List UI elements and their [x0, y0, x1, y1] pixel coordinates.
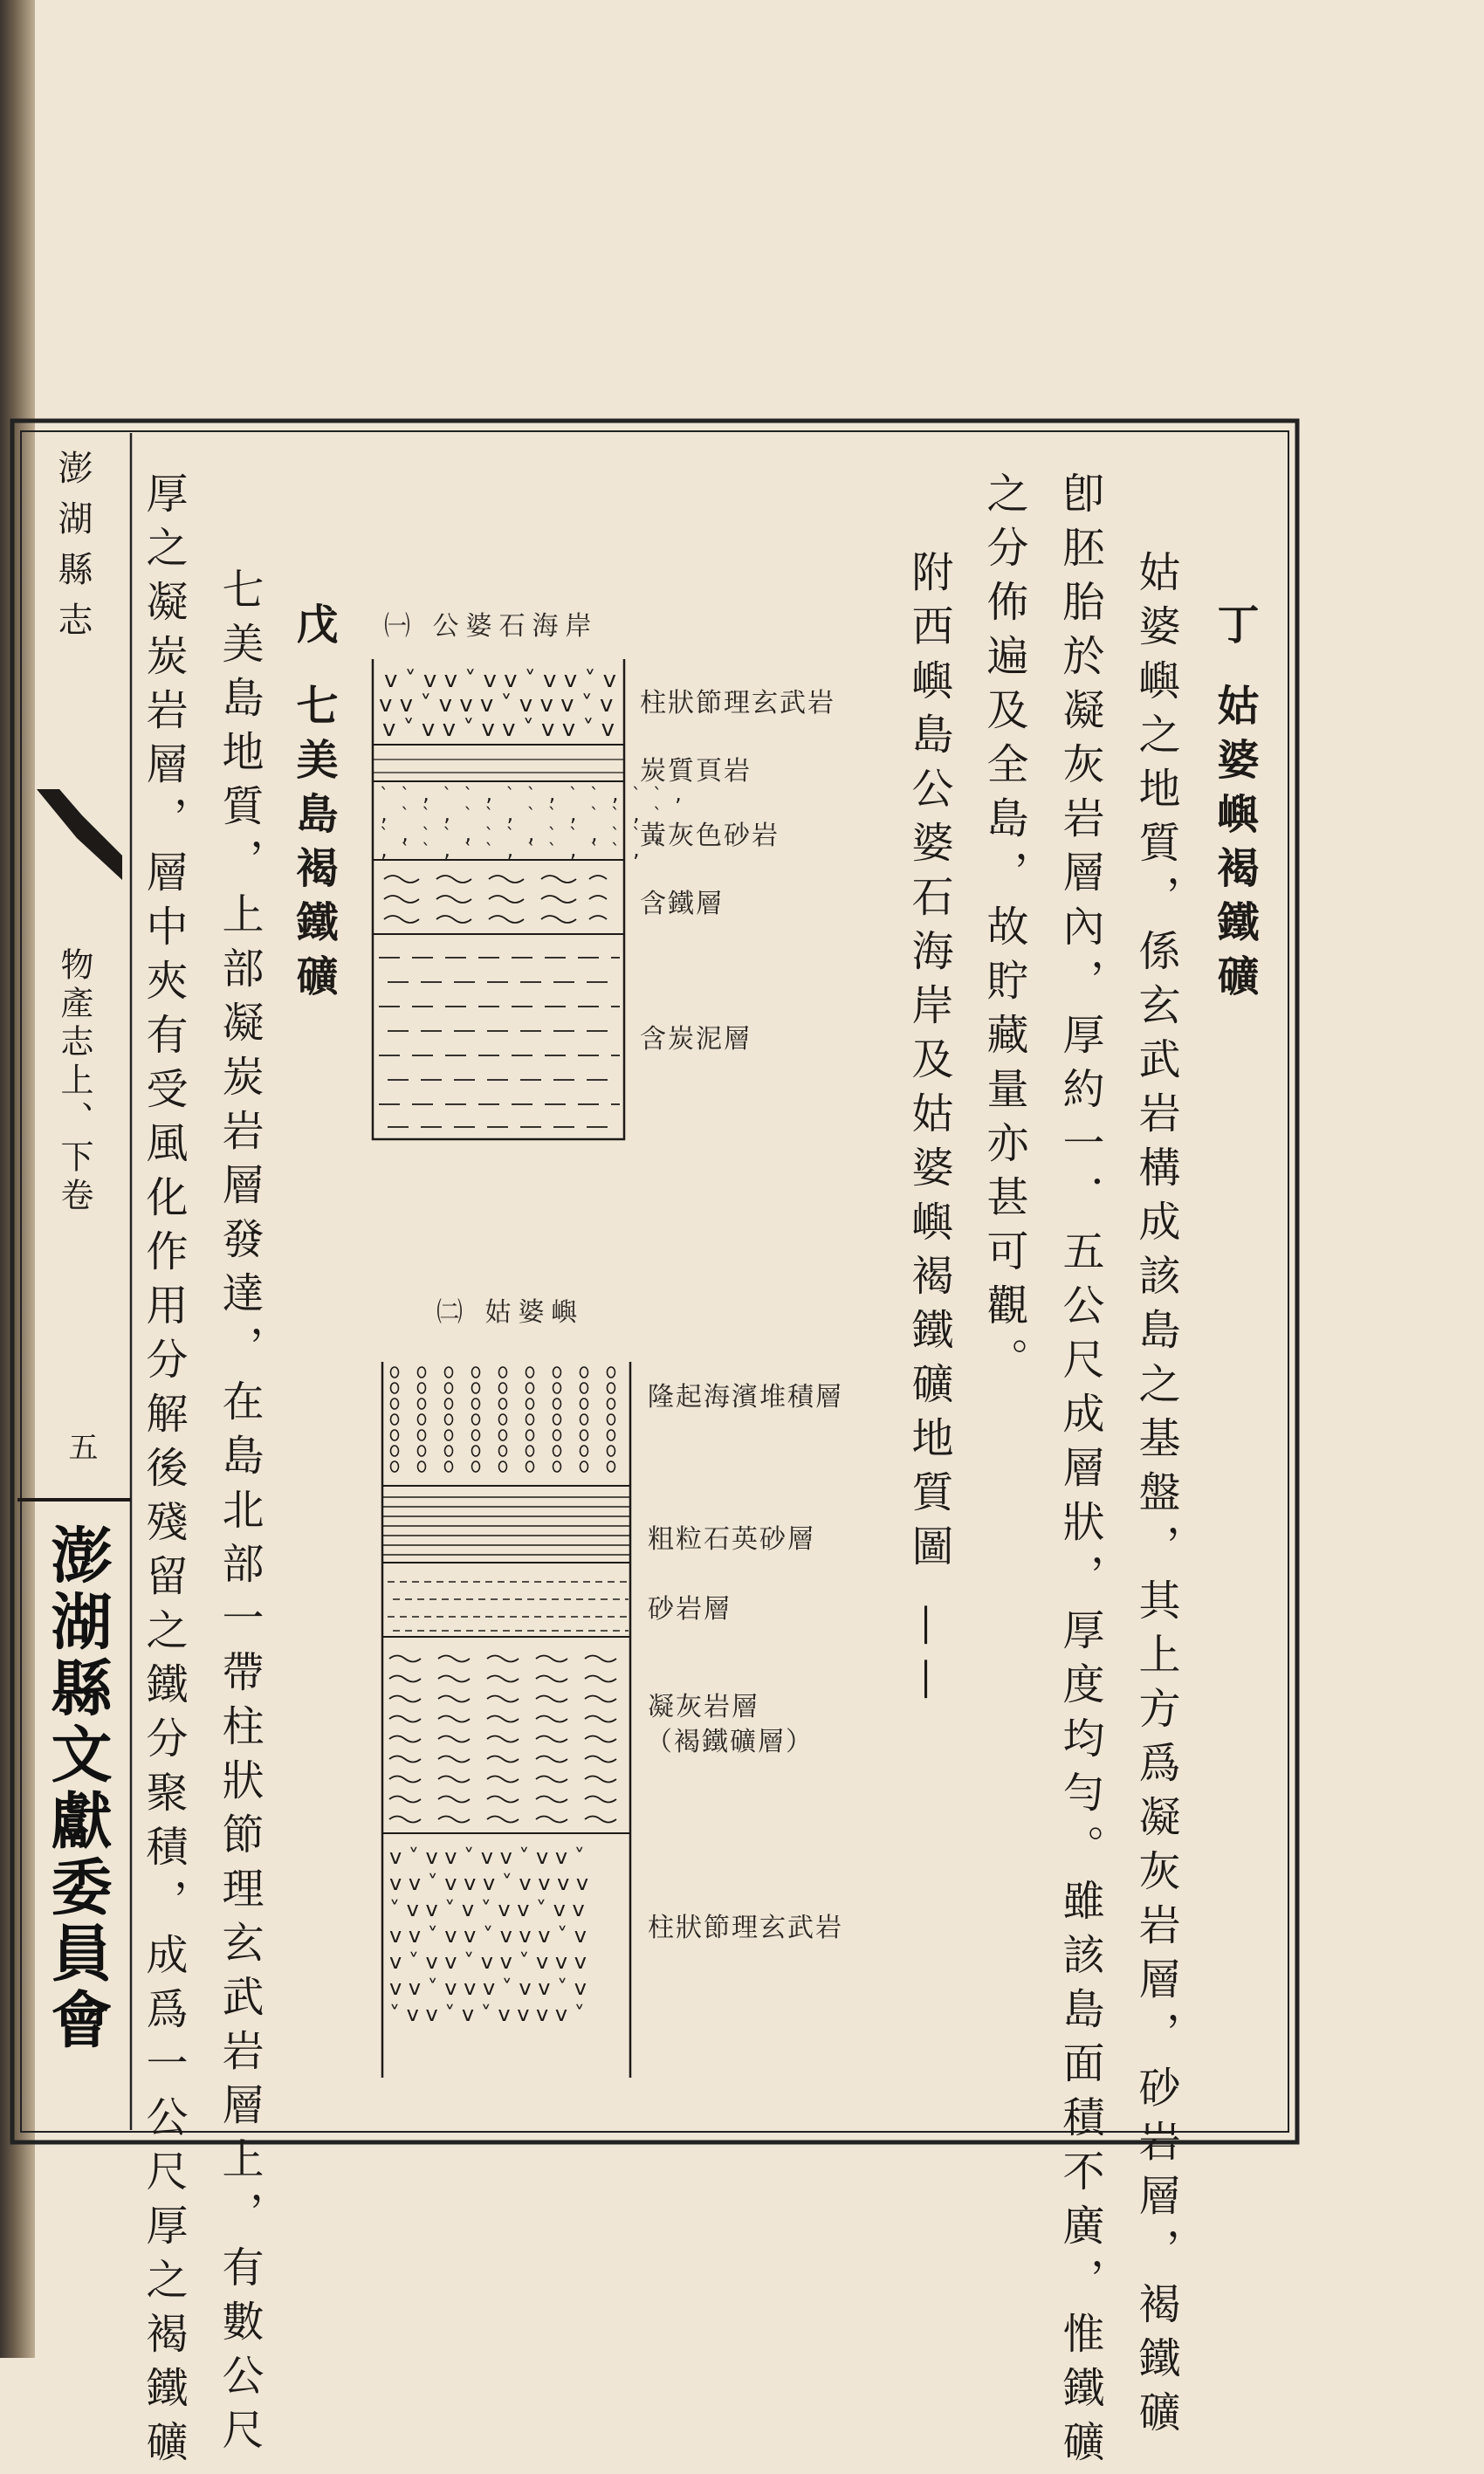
svg-text:v ˅ v v ˅ v v ˅ v v ˅: v ˅ v v ˅ v v ˅ v v ˅ [389, 1845, 585, 1869]
coarse-sand-pattern [382, 1497, 630, 1555]
margin-rule [17, 1496, 131, 1505]
beach-deposit-pattern [391, 1367, 615, 1472]
svg-text:` ` , ` ` , ` ` , ` ` , ` ` ,: ` ` , ` ` , ` ` , ` ` , ` ` , [379, 784, 684, 805]
svg-text:v ˅ v v ˅ v v ˅ v v ˅ v: v ˅ v v ˅ v v ˅ v v ˅ v [382, 716, 615, 742]
basalt-pattern [389, 1845, 588, 2026]
figure-2-label-basalt: 柱狀節理玄武岩 [648, 1913, 843, 1943]
sandstone-pattern [388, 1582, 629, 1631]
figure-1-label-carbonaceous-shale: 炭質頁岩 [640, 756, 752, 787]
figure-2-label-tuff: 凝灰岩層 [648, 1692, 759, 1722]
iron-layer-pattern [384, 876, 607, 923]
paragraph-ding-line-3: 之分佈遍及全島，故貯藏量亦甚可觀。 [979, 471, 1028, 1392]
svg-text:v v ˅ v v v ˅ v v ˅ v: v v ˅ v v v ˅ v v ˅ v [389, 1976, 587, 2000]
svg-text:v v ˅ v v v ˅ v v v ˅ v: v v ˅ v v v ˅ v v v ˅ v [379, 691, 614, 718]
figure-2-label-limonite: （褐鐵礦層） [646, 1727, 814, 1757]
svg-text:v v ˅ v v v ˅ v v v v: v v ˅ v v v ˅ v v v v [389, 1871, 589, 1895]
figure-2-caption: ㈡ 姑婆嶼 [436, 1297, 585, 1328]
book-title: 澎湖縣志 [52, 450, 93, 652]
figure-2-label-beach-deposit: 隆起海濱堆積層 [648, 1382, 843, 1412]
figure-1-label-yellow-sandstone: 黃灰色砂岩 [640, 821, 780, 851]
figure-2-stratigraphic-column [375, 1353, 637, 2078]
svg-text:˅ v v ˅ v ˅ v v v v ˅: ˅ v v ˅ v ˅ v v v v ˅ [389, 2002, 585, 2026]
figure-1-label-iron-layer: 含鐵層 [640, 889, 724, 919]
fishtail-ornament [24, 786, 129, 890]
page-number: 五 [63, 1432, 98, 1477]
paragraph-ding-line-2: 卽胚胎於凝灰岩層內，厚約一．五公尺成層狀，厚度均勻。雖該島面積不廣，惟鐵礦 [1055, 471, 1104, 2474]
paragraph-wu-line-2: 厚之凝炭岩層，層中夾有受風化作用分解後殘留之鐵分聚積，成爲一公尺厚之褐鐵礦 [139, 471, 188, 2474]
sandstone-pattern [379, 784, 684, 861]
figure-2-label-sandstone: 砂岩層 [648, 1594, 732, 1625]
tuff-pattern [389, 1656, 616, 1823]
publisher-name: 澎湖縣文獻委員會 [41, 1523, 113, 2054]
figure-1-label-basalt: 柱狀節理玄武岩 [640, 688, 835, 718]
svg-text:, ` ` , ` ` , ` ` , ` ` , `: , ` ` , ` ` , ` ` , ` ` , ` [379, 840, 663, 861]
svg-text:, ` ` , ` ` , ` ` , ` ` , `: , ` ` , ` ` , ` ` , ` ` , ` [379, 804, 663, 825]
basalt-pattern [379, 667, 616, 742]
figure-1-label-carbon-mud: 含炭泥層 [640, 1024, 752, 1055]
svg-text:˅ v v ˅ v ˅ v v ˅ v v: ˅ v v ˅ v ˅ v v ˅ v v [389, 1897, 585, 1921]
heading-wu: 戊 七美島褐鐵礦 [289, 602, 338, 1008]
figure-1-caption: ㈠ 公婆石海岸 [384, 611, 599, 642]
figure-2-label-coarse-quartz-sand: 粗粒石英砂層 [648, 1524, 815, 1555]
paragraph-ding-line-1: 姑婆嶼之地質，係玄武岩構成該島之基盤，其上方爲凝灰岩層，砂岩層，褐鐵礦 [1131, 550, 1180, 2444]
svg-text:v v ˅ v v ˅ v v v ˅ v: v v ˅ v v ˅ v v v ˅ v [389, 1923, 587, 1948]
chapter-title: 物產志上、下卷 [55, 947, 93, 1216]
paragraph-ding-line-4: 附西嶼島公婆石海岸及姑婆嶼褐鐵礦地質圖 —— [904, 550, 953, 1713]
carbon-mud-pattern [379, 958, 620, 1127]
heading-ding: 丁 姑婆嶼褐鐵礦 [1210, 602, 1259, 1008]
svg-text:v ˅ v v ˅ v v ˅ v v v: v ˅ v v ˅ v v ˅ v v v [389, 1949, 587, 1974]
svg-text:v ˅ v v ˅ v v ˅ v v ˅ v: v ˅ v v ˅ v v ˅ v v ˅ v [384, 667, 617, 693]
paragraph-wu-line-1: 七美島地質，上部凝炭岩層發達，在島北部一帶柱狀節理玄武岩層上，有數公尺 [215, 567, 264, 2462]
svg-text:` , ` ` , ` ` , ` ` , ` ` ,: ` , ` ` , ` ` , ` ` , ` ` , [379, 824, 663, 845]
